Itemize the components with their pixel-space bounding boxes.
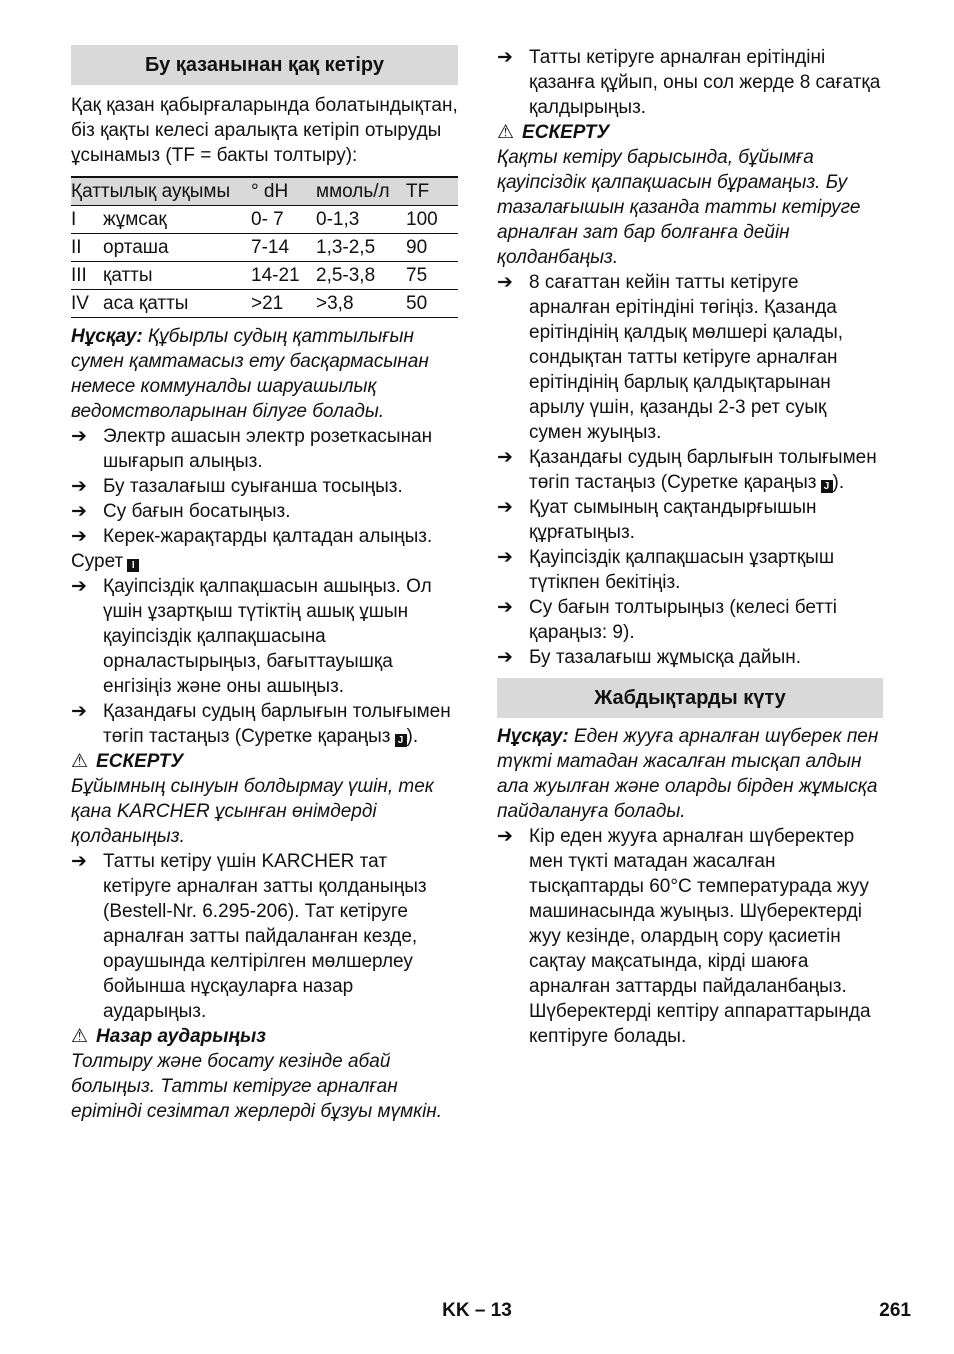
table-row <box>71 206 458 234</box>
table-row <box>71 290 458 318</box>
row-mmol: 0-1,3 <box>316 206 406 234</box>
row-dh: 14-21 <box>251 262 316 290</box>
list-item <box>71 424 458 474</box>
row-name: жұмсақ <box>103 206 251 234</box>
list-item <box>497 595 883 645</box>
list-item <box>497 445 883 495</box>
row-mmol: 1,3-2,5 <box>316 234 406 262</box>
section-heading-maintenance: Жабдықтарды күту <box>497 678 883 718</box>
row-dh: 7-14 <box>251 234 316 262</box>
row-name: орташа <box>103 234 251 262</box>
footer-section-label: KK – 13 <box>442 1300 512 1321</box>
step-text: Су бағын толтырыңыз (келесі бетті қараңыз: 9). <box>529 597 837 643</box>
arrow-right-icon: ➔ <box>71 701 87 722</box>
list-item <box>71 849 458 1024</box>
step-text: Қауіпсіздік қалпақшасын ұзартқыш түтікпен бекітіңіз. <box>529 547 835 593</box>
arrow-right-icon: ➔ <box>497 597 513 618</box>
arrow-right-icon: ➔ <box>497 826 513 847</box>
arrow-right-icon: ➔ <box>71 576 87 597</box>
list-item <box>71 524 458 549</box>
warning-title <box>497 120 883 145</box>
figure-ref-badge: J <box>395 734 407 747</box>
arrow-right-icon: ➔ <box>71 476 87 497</box>
step-text: Қауіпсіздік қалпақшасын ашыңыз. Ол үшін ұзартқыш түтіктің ашық ұшын қауіпсіздік қалпақшасына орналастырыңыз, бағыттауышқа енгізіңіз және оны ашыңыз. <box>103 576 432 697</box>
step-text: Татты кетіруге арналған ерітіндіні қазанға құйып, оны сол жерде 8 сағатқа қалдырыңыз. <box>529 47 881 118</box>
warning-text: Бұйымның сынуын болдырмау үшін, тек қана KARCHER ұсынған өнімдерді қолданыңыз. <box>71 776 434 847</box>
step-text: Бу тазалағыш суығанша тосыңыз. <box>103 476 403 497</box>
note-paragraph <box>497 724 883 824</box>
page-number: 261 <box>879 1300 911 1321</box>
list-item <box>71 574 458 699</box>
arrow-right-icon: ➔ <box>71 526 87 547</box>
note-label: Нұсқау: <box>497 726 569 747</box>
row-mmol: >3,8 <box>316 290 406 318</box>
step-text: Қазандағы судың барлығын толығымен төгіп тастаңыз (Суретке қараңыз <box>529 447 877 493</box>
step-text-end: ). <box>832 472 845 493</box>
warning-title-text: ЕСКЕРТУ <box>522 122 610 143</box>
row-tf: 100 <box>406 206 458 234</box>
arrow-right-icon: ➔ <box>497 647 513 668</box>
note-label: Нұсқау: <box>71 326 143 347</box>
step-text: Бу тазалағыш жұмысқа дайын. <box>529 647 801 668</box>
step-text: Қазандағы судың барлығын толығымен төгіп тастаңыз (Суретке қараңыз <box>103 701 451 747</box>
row-tf: 90 <box>406 234 458 262</box>
header-mmol: ммоль/л <box>316 177 406 206</box>
arrow-right-icon: ➔ <box>497 447 513 468</box>
step-text: Қуат сымының сақтандырғышын құрғатыңыз. <box>529 497 817 543</box>
row-name: аса қатты <box>103 290 251 318</box>
warning-triangle-icon: ⚠ <box>71 751 89 772</box>
intro-paragraph: Қақ қазан қабырғаларында болатындықтан, біз қақты келесі аралықта кетіріп отыруды ұсынамыз (TF = бакты толтыру): <box>71 95 458 166</box>
row-mmol: 2,5-3,8 <box>316 262 406 290</box>
row-name: қатты <box>103 262 251 290</box>
step-text-end: ). <box>406 726 419 747</box>
figure-reference <box>71 549 458 574</box>
warning-triangle-icon: ⚠ <box>497 122 515 143</box>
warning-title-text: ЕСКЕРТУ <box>96 751 184 772</box>
right-column <box>497 45 883 1049</box>
list-item <box>71 499 458 524</box>
arrow-right-icon: ➔ <box>497 547 513 568</box>
hardness-table <box>71 176 458 318</box>
row-num: III <box>71 262 103 290</box>
figure-ref-badge: J <box>821 480 833 493</box>
step-text: Керек-жарақтарды қалтадан алыңыз. <box>103 526 433 547</box>
warning-title <box>71 749 458 774</box>
step-text: Татты кетіру үшін KARCHER тат кетіруге арналған затты қолданыңыз (Bestell-Nr. 6.295-206). Тат кетіруге арналған затты пайдаланған кезде, ораушында келтірілген мөлшерлеу бойынша нұсқауларға назар аударыңыз. <box>103 851 427 1022</box>
arrow-right-icon: ➔ <box>497 47 513 68</box>
step-text: Кір еден жууға арналған шүберектер мен түкті матадан жасалған тысқаптарды 60°C температурада жуу машинасында жуыңыз. Шүберектерді жуу кезінде, олардың сору қасиетін сақтау мақсатында, кірді шаюға арналған заттарды пайдаланбаңыз. Шүберектерді кептіру аппараттарында кептіруге болады. <box>529 826 871 1047</box>
row-dh: 0- 7 <box>251 206 316 234</box>
list-item <box>497 495 883 545</box>
step-text: Су бағын босатыңыз. <box>103 501 291 522</box>
row-tf: 75 <box>406 262 458 290</box>
arrow-right-icon: ➔ <box>497 497 513 518</box>
warning-title-text: Назар аударыңыз <box>96 1026 266 1047</box>
arrow-right-icon: ➔ <box>71 851 87 872</box>
note-text: Еден жууға арналған шүберек пен түкті матадан жасалған тысқап алдын ала жуылған және оларды бірден жұмысқа пайдалануға болады. <box>497 726 879 822</box>
header-hardness-range: Қаттылық ауқымы <box>71 177 251 206</box>
table-row <box>71 234 458 262</box>
table-header-row <box>71 177 458 206</box>
list-item <box>497 824 883 1049</box>
header-dh: ° dH <box>251 177 316 206</box>
arrow-right-icon: ➔ <box>497 272 513 293</box>
warning-title <box>71 1024 458 1049</box>
left-column <box>71 45 458 1124</box>
warning-text: Толтыру және босату кезінде абай болыңыз. Татты кетіруге арналған ерітінді сезімтал жерлерді бұзуы мүмкін. <box>71 1051 443 1122</box>
list-item <box>71 699 458 749</box>
figure-ref-badge: I <box>127 559 139 572</box>
header-tf: TF <box>406 177 458 206</box>
step-text: Электр ашасын электр розеткасынан шығарып алыңыз. <box>103 426 433 472</box>
list-item <box>497 45 883 120</box>
warning-text: Қақты кетіру барысында, бұйымға қауіпсіздік қалпақшасын бұрамаңыз. Бу тазалағышын қазанда татты кетіруге арналған зат бар болғанға дейін қолданбаңыз. <box>497 147 861 268</box>
warning-triangle-icon: ⚠ <box>71 1026 89 1047</box>
list-item <box>71 474 458 499</box>
note-text: Құбырлы судың қаттылығын сумен қамтамасыз ету басқармасынан немесе коммуналды шаруашылық ведомстволарынан білуге болады. <box>71 326 429 422</box>
row-num: I <box>71 206 103 234</box>
row-num: IV <box>71 290 103 318</box>
table-row <box>71 262 458 290</box>
arrow-right-icon: ➔ <box>71 501 87 522</box>
row-dh: >21 <box>251 290 316 318</box>
row-num: II <box>71 234 103 262</box>
section-heading-descaling: Бу қазанынан қақ кетіру <box>71 45 458 85</box>
note-paragraph <box>71 324 458 424</box>
list-item <box>497 270 883 445</box>
figure-label: Сурет <box>71 551 124 572</box>
row-tf: 50 <box>406 290 458 318</box>
list-item <box>497 645 883 670</box>
arrow-right-icon: ➔ <box>71 426 87 447</box>
step-text: 8 сағаттан кейін татты кетіруге арналған ерітіндіні төгіңіз. Қазанда ерітіндінің қалдық мөлшері қалады, сондықтан татты кетіруге арналған ерітіндінің барлық қалдықтарынан арылу үшін, қазанды 2-3 рет суық сумен жуыңыз. <box>529 272 844 443</box>
list-item <box>497 545 883 595</box>
